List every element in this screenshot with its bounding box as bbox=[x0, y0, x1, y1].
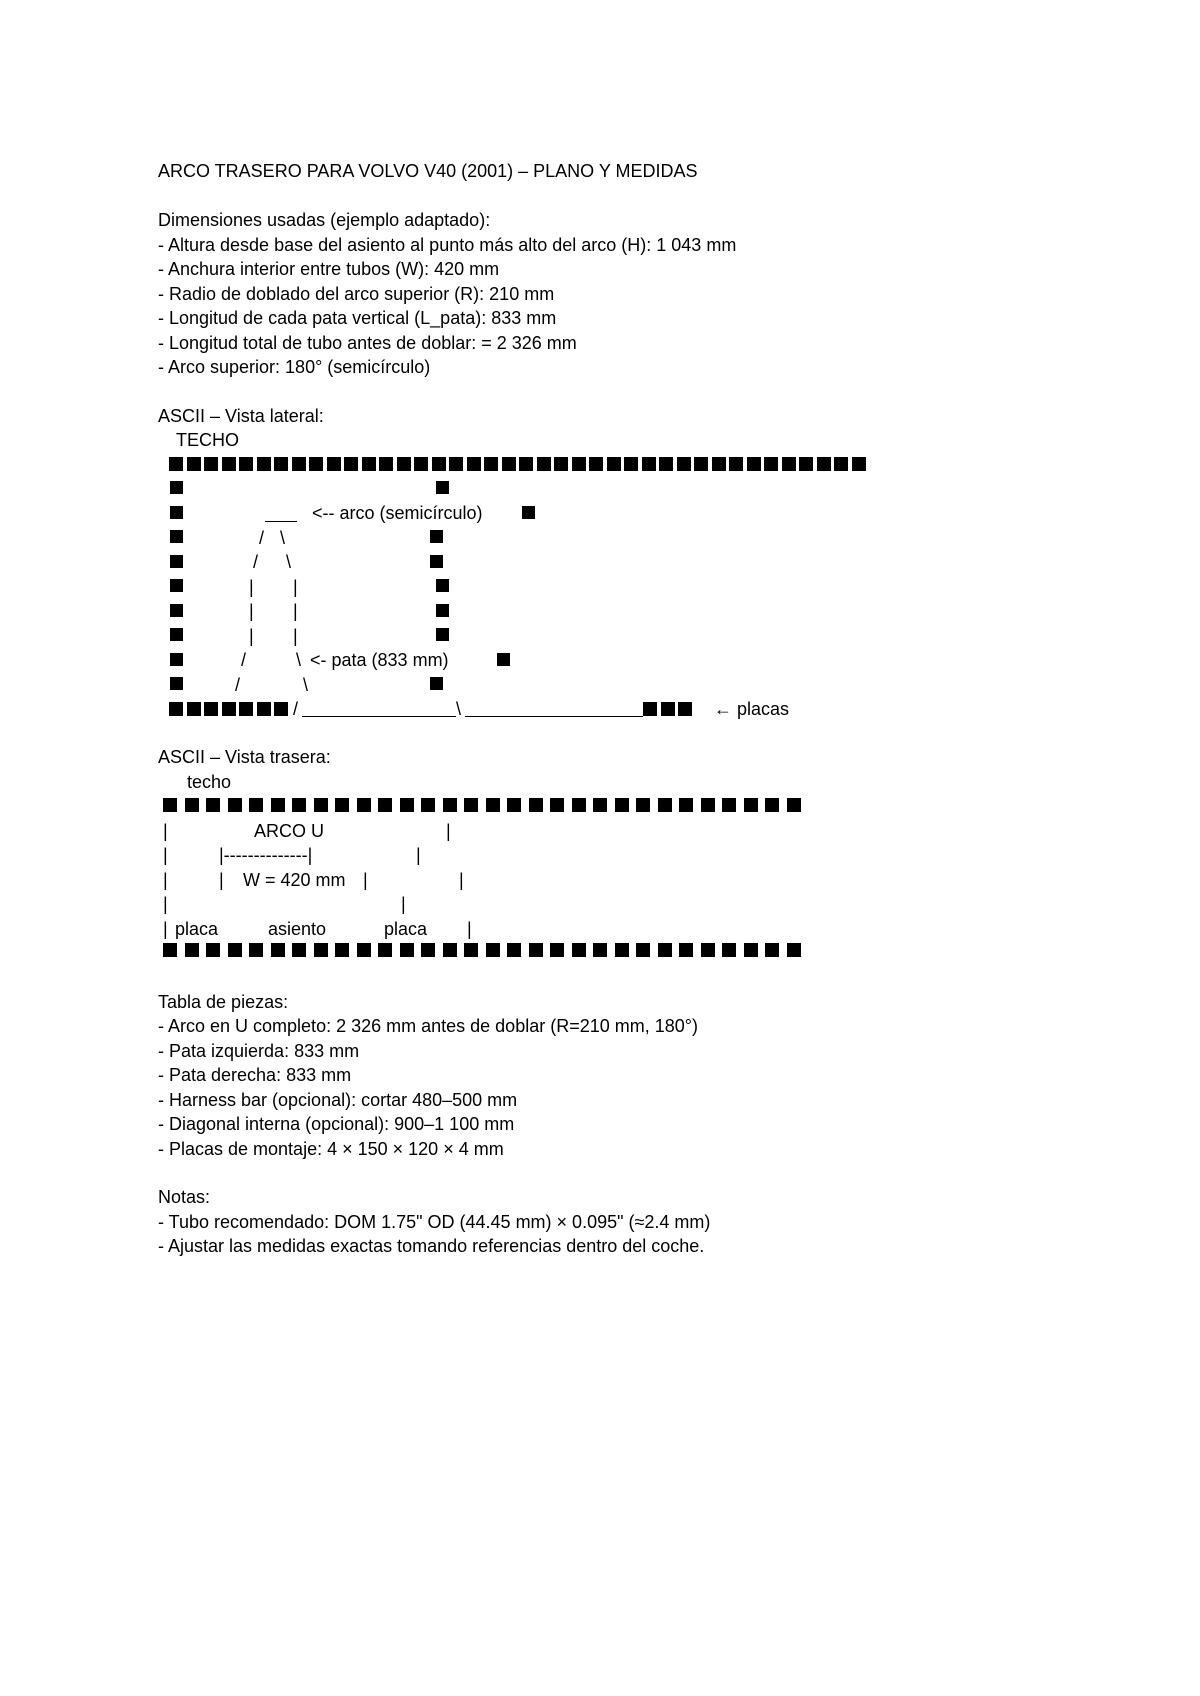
square-block bbox=[449, 457, 463, 471]
square-block bbox=[659, 457, 673, 471]
square-block bbox=[163, 943, 177, 957]
square-block bbox=[744, 943, 758, 957]
dimension-item: - Longitud total de tubo antes de doblar: = 2 326 mm bbox=[158, 333, 577, 353]
square-block bbox=[701, 798, 715, 812]
square-block bbox=[274, 702, 288, 716]
square-block bbox=[335, 798, 349, 812]
square-block bbox=[624, 457, 638, 471]
square-block bbox=[607, 457, 621, 471]
square-block bbox=[661, 702, 675, 716]
square-block bbox=[357, 943, 371, 957]
square-block bbox=[642, 457, 656, 471]
square-block bbox=[239, 702, 253, 716]
rear-roof-bar bbox=[163, 798, 828, 812]
square-block bbox=[292, 943, 306, 957]
square-block bbox=[572, 798, 586, 812]
lateral-roof-bar bbox=[169, 457, 881, 471]
square-block bbox=[327, 457, 341, 471]
square-block bbox=[335, 943, 349, 957]
floor-backslash: \ bbox=[456, 699, 462, 719]
square-block bbox=[249, 943, 263, 957]
square-block bbox=[421, 798, 435, 812]
square-block bbox=[593, 798, 607, 812]
wall-square bbox=[170, 604, 183, 617]
wall-square bbox=[430, 555, 443, 568]
tube-pipe: | bbox=[293, 577, 298, 597]
tube-backslash: \ bbox=[286, 552, 292, 572]
square-block bbox=[593, 943, 607, 957]
square-block bbox=[636, 943, 650, 957]
square-block bbox=[712, 457, 726, 471]
square-block bbox=[464, 943, 478, 957]
rear-view-heading: ASCII – Vista trasera: bbox=[158, 747, 331, 767]
square-block bbox=[249, 798, 263, 812]
square-block bbox=[257, 702, 271, 716]
part-item: - Placas de montaje: 4 × 150 × 120 × 4 mm bbox=[158, 1139, 504, 1159]
square-block bbox=[677, 457, 691, 471]
square-block bbox=[185, 798, 199, 812]
square-block bbox=[747, 457, 761, 471]
square-block bbox=[744, 798, 758, 812]
wall-square bbox=[170, 579, 183, 592]
square-block bbox=[362, 457, 376, 471]
rear-arc-label: ARCO U bbox=[254, 821, 325, 841]
square-block bbox=[443, 798, 457, 812]
square-block bbox=[636, 798, 650, 812]
square-block bbox=[206, 798, 220, 812]
square-block bbox=[271, 943, 285, 957]
square-block bbox=[378, 943, 392, 957]
dimension-item: - Anchura interior entre tubos (W): 420 mm bbox=[158, 259, 500, 279]
square-block bbox=[443, 943, 457, 957]
rear-pipe: | bbox=[401, 894, 406, 914]
square-block bbox=[274, 457, 288, 471]
square-block bbox=[464, 798, 478, 812]
rear-roof-label: techo bbox=[187, 772, 232, 792]
square-block bbox=[658, 943, 672, 957]
square-block bbox=[550, 943, 564, 957]
notes-heading: Notas: bbox=[158, 1187, 211, 1207]
square-block bbox=[782, 457, 796, 471]
square-block bbox=[554, 457, 568, 471]
wall-square bbox=[430, 677, 443, 690]
square-block bbox=[292, 798, 306, 812]
square-block bbox=[529, 943, 543, 957]
square-block bbox=[204, 457, 218, 471]
square-block bbox=[163, 798, 177, 812]
square-block bbox=[228, 943, 242, 957]
plates-label: ← placas bbox=[714, 699, 790, 719]
tube-pipe: | bbox=[249, 577, 254, 597]
square-block bbox=[309, 457, 323, 471]
wall-square bbox=[170, 555, 183, 568]
square-block bbox=[678, 702, 692, 716]
wall-square bbox=[436, 579, 449, 592]
rear-pipe: | bbox=[363, 870, 368, 890]
note-item: - Tubo recomendado: DOM 1.75" OD (44.45 mm) × 0.095" (≈2.4 mm) bbox=[158, 1212, 711, 1232]
wall-square bbox=[436, 604, 449, 617]
square-block bbox=[257, 457, 271, 471]
square-block bbox=[694, 457, 708, 471]
rear-pipe: | bbox=[446, 821, 451, 841]
rear-width-label: W = 420 mm bbox=[243, 870, 346, 890]
dimension-item: - Longitud de cada pata vertical (L_pata): 833 mm bbox=[158, 308, 557, 328]
square-block bbox=[817, 457, 831, 471]
square-block bbox=[765, 943, 779, 957]
dimensions-heading: Dimensiones usadas (ejemplo adaptado): bbox=[158, 210, 491, 230]
square-block bbox=[764, 457, 778, 471]
rear-pipe: | bbox=[219, 870, 224, 890]
square-block bbox=[729, 457, 743, 471]
wall-square bbox=[170, 506, 183, 519]
rear-pipe: | bbox=[163, 845, 168, 865]
dimension-item: - Altura desde base del asiento al punto más alto del arco (H): 1 043 mm bbox=[158, 235, 737, 255]
arc-label: <-- arco (semicírculo) bbox=[312, 503, 483, 523]
part-item: - Pata derecha: 833 mm bbox=[158, 1065, 352, 1085]
tube-slash: / bbox=[259, 528, 265, 548]
square-block bbox=[615, 798, 629, 812]
rear-plate-right: placa bbox=[384, 919, 428, 939]
rear-seat-label: asiento bbox=[268, 919, 327, 939]
rear-floor-bar bbox=[163, 943, 828, 957]
square-block bbox=[722, 798, 736, 812]
square-block bbox=[378, 798, 392, 812]
square-block bbox=[799, 457, 813, 471]
wall-square bbox=[170, 653, 183, 666]
square-block bbox=[185, 943, 199, 957]
tube-backslash: \ bbox=[296, 650, 302, 670]
square-block bbox=[169, 702, 183, 716]
wall-square bbox=[497, 653, 510, 666]
wall-square bbox=[170, 628, 183, 641]
square-block bbox=[507, 798, 521, 812]
square-block bbox=[204, 702, 218, 716]
dimension-item: - Arco superior: 180° (semicírculo) bbox=[158, 357, 431, 377]
floor-plate-left bbox=[169, 702, 293, 716]
rear-plate-left: placa bbox=[175, 919, 219, 939]
square-block bbox=[344, 457, 358, 471]
tube-pipe: | bbox=[249, 601, 254, 621]
square-block bbox=[765, 798, 779, 812]
square-block bbox=[314, 798, 328, 812]
floor-plate-right bbox=[643, 702, 705, 716]
square-block bbox=[502, 457, 516, 471]
part-item: - Harness bar (opcional): cortar 480–500 mm bbox=[158, 1090, 518, 1110]
tube-pipe: | bbox=[249, 626, 254, 646]
parts-heading: Tabla de piezas: bbox=[158, 992, 289, 1012]
square-block bbox=[787, 798, 801, 812]
square-block bbox=[379, 457, 393, 471]
lateral-view-heading: ASCII – Vista lateral: bbox=[158, 406, 324, 426]
note-item: - Ajustar las medidas exactas tomando referencias dentro del coche. bbox=[158, 1236, 705, 1256]
dimension-item: - Radio de doblado del arco superior (R): 210 mm bbox=[158, 284, 555, 304]
rear-pipe: | bbox=[163, 919, 168, 939]
arc-top-line bbox=[265, 521, 297, 522]
wall-square bbox=[436, 628, 449, 641]
square-block bbox=[679, 943, 693, 957]
square-block bbox=[589, 457, 603, 471]
square-block bbox=[658, 798, 672, 812]
square-block bbox=[400, 943, 414, 957]
square-block bbox=[550, 798, 564, 812]
floor-line bbox=[465, 716, 643, 717]
wall-square bbox=[522, 506, 535, 519]
square-block bbox=[239, 457, 253, 471]
square-block bbox=[701, 943, 715, 957]
square-block bbox=[529, 798, 543, 812]
square-block bbox=[187, 702, 201, 716]
square-block bbox=[314, 943, 328, 957]
rear-dash-line: |--------------| bbox=[219, 845, 313, 865]
tube-pipe: | bbox=[293, 601, 298, 621]
wall-square bbox=[436, 481, 449, 494]
square-block bbox=[292, 457, 306, 471]
wall-square bbox=[430, 530, 443, 543]
square-block bbox=[679, 798, 693, 812]
square-block bbox=[357, 798, 371, 812]
square-block bbox=[421, 943, 435, 957]
page-title: ARCO TRASERO PARA VOLVO V40 (2001) – PLANO Y MEDIDAS bbox=[158, 161, 698, 181]
wall-square bbox=[170, 530, 183, 543]
square-block bbox=[228, 798, 242, 812]
rear-pipe: | bbox=[416, 845, 421, 865]
wall-square bbox=[170, 677, 183, 690]
tube-slash: / bbox=[241, 650, 247, 670]
square-block bbox=[400, 798, 414, 812]
square-block bbox=[507, 943, 521, 957]
square-block bbox=[834, 457, 848, 471]
square-block bbox=[432, 457, 446, 471]
tube-slash: / bbox=[253, 552, 259, 572]
rear-pipe: | bbox=[163, 821, 168, 841]
square-block bbox=[414, 457, 428, 471]
square-block bbox=[486, 943, 500, 957]
square-block bbox=[537, 457, 551, 471]
tube-backslash: \ bbox=[280, 528, 286, 548]
tube-slash: / bbox=[235, 675, 241, 695]
tube-pipe: | bbox=[293, 626, 298, 646]
part-item: - Diagonal interna (opcional): 900–1 100 mm bbox=[158, 1114, 515, 1134]
part-item: - Pata izquierda: 833 mm bbox=[158, 1041, 360, 1061]
square-block bbox=[187, 457, 201, 471]
rear-pipe: | bbox=[163, 870, 168, 890]
square-block bbox=[852, 457, 866, 471]
wall-square bbox=[170, 481, 183, 494]
leg-label: <- pata (833 mm) bbox=[310, 650, 449, 670]
floor-line bbox=[302, 716, 456, 717]
square-block bbox=[484, 457, 498, 471]
square-block bbox=[572, 943, 586, 957]
square-block bbox=[467, 457, 481, 471]
rear-pipe: | bbox=[467, 919, 472, 939]
square-block bbox=[486, 798, 500, 812]
square-block bbox=[397, 457, 411, 471]
rear-pipe: | bbox=[459, 870, 464, 890]
lateral-roof-label: TECHO bbox=[176, 430, 239, 450]
tube-backslash: \ bbox=[303, 675, 309, 695]
square-block bbox=[787, 943, 801, 957]
square-block bbox=[722, 943, 736, 957]
square-block bbox=[222, 457, 236, 471]
floor-slash: / bbox=[293, 699, 299, 719]
square-block bbox=[615, 943, 629, 957]
rear-pipe: | bbox=[163, 894, 168, 914]
square-block bbox=[519, 457, 533, 471]
square-block bbox=[169, 457, 183, 471]
square-block bbox=[643, 702, 657, 716]
square-block bbox=[222, 702, 236, 716]
part-item: - Arco en U completo: 2 326 mm antes de doblar (R=210 mm, 180°) bbox=[158, 1016, 698, 1036]
square-block bbox=[206, 943, 220, 957]
square-block bbox=[572, 457, 586, 471]
square-block bbox=[271, 798, 285, 812]
